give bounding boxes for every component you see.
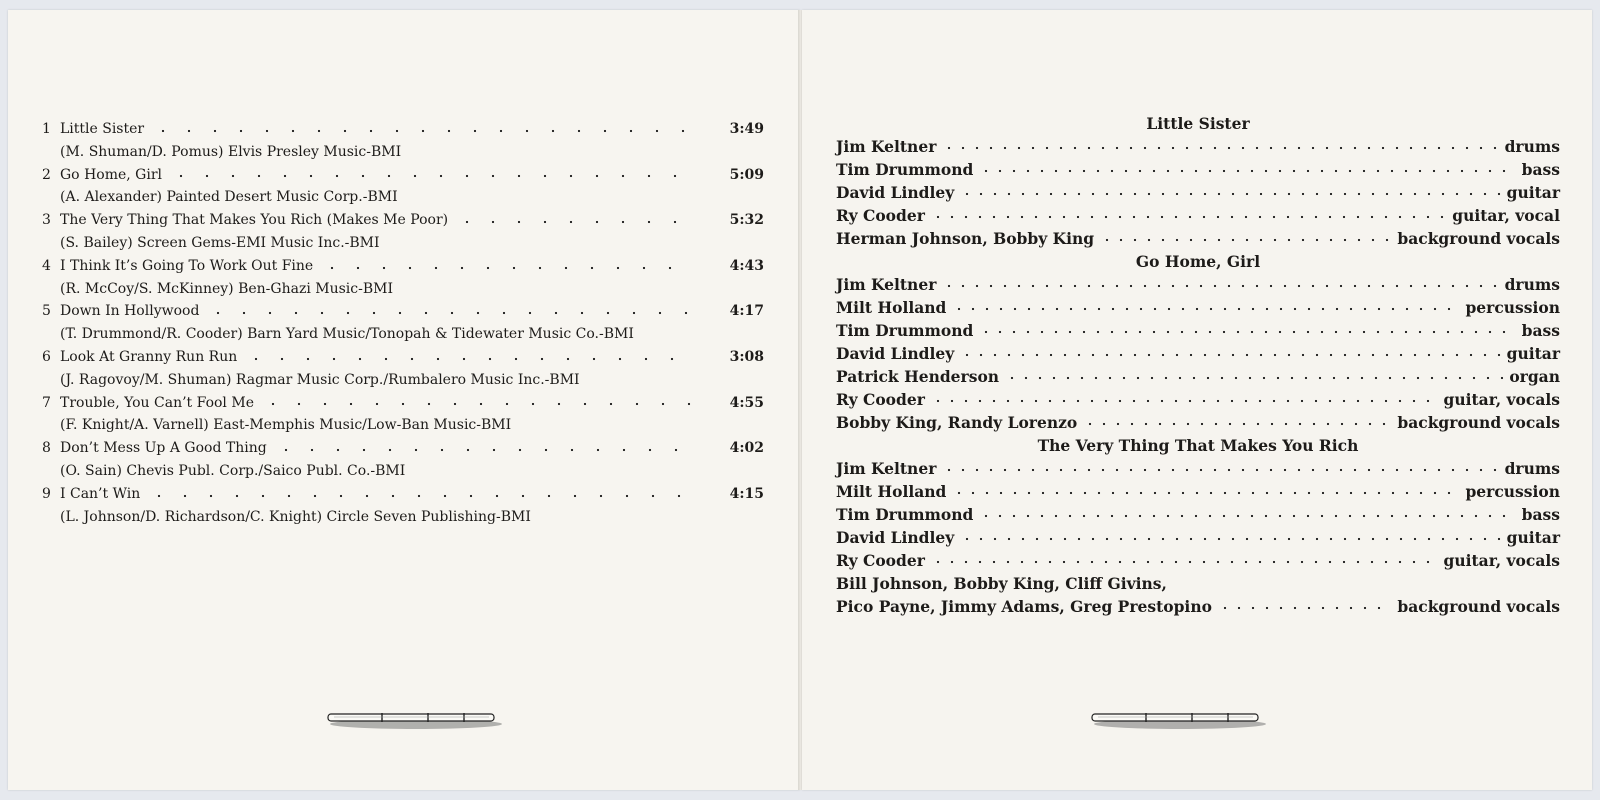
track-duration: 4:15 <box>729 485 764 502</box>
instrument-role: percussion <box>1465 482 1560 501</box>
dot-leader <box>150 125 692 137</box>
songwriter-credit: (F. Knight/A. Varnell) East-Memphis Music/Low-Ban Music-BMI <box>60 417 512 434</box>
musician-name: Jim Keltner <box>836 459 937 478</box>
track-number: 8 <box>42 440 51 457</box>
musician-name: Ry Cooder <box>836 390 925 409</box>
musician-name: Jim Keltner <box>836 275 937 294</box>
dot-leader <box>931 212 1446 222</box>
track-line <box>42 437 692 460</box>
track-duration: 3:08 <box>729 348 764 365</box>
track-title: Go Home, Girl <box>60 166 162 183</box>
track-number: 1 <box>42 121 51 137</box>
musician-name: Patrick Henderson <box>836 367 1000 386</box>
personnel-row <box>836 319 1560 342</box>
dot-leader <box>931 557 1438 567</box>
musician-name: Bobby King, Randy Lorenzo <box>836 413 1078 432</box>
track-item <box>42 164 764 210</box>
dot-leader <box>979 327 1515 337</box>
dot-leader <box>942 143 1498 153</box>
dot-leader <box>146 490 692 502</box>
track-line <box>42 483 692 506</box>
musician-name: Bill Johnson, Bobby King, Cliff Givins, <box>836 574 1167 593</box>
track-line <box>42 255 692 278</box>
personnel-row <box>836 526 1560 549</box>
instrument-role: bass <box>1521 505 1560 524</box>
left-page <box>8 10 800 790</box>
track-item <box>42 300 764 346</box>
musician-name: Tim Drummond <box>836 321 974 340</box>
track-title: I Think It’s Going To Work Out Fine <box>60 257 314 274</box>
songwriter-credit: (L. Johnson/D. Richardson/C. Knight) Circle Seven Publishing-BMI <box>60 508 531 525</box>
track-duration: 4:02 <box>729 440 764 457</box>
dot-leader <box>952 488 1459 498</box>
dot-leader <box>942 465 1498 475</box>
dot-leader <box>260 398 692 410</box>
dot-leader <box>273 444 692 456</box>
personnel-row <box>836 158 1560 181</box>
personnel-row <box>836 411 1560 434</box>
instrument-role: guitar <box>1506 344 1560 363</box>
personnel-row <box>836 342 1560 365</box>
track-duration: 4:55 <box>729 394 764 411</box>
track-line <box>42 346 692 369</box>
track-title: Down In Hollywood <box>60 303 200 320</box>
musician-name: Pico Payne, Jimmy Adams, Greg Prestopino <box>836 597 1212 616</box>
personnel-row <box>836 204 1560 227</box>
personnel-row <box>836 365 1560 388</box>
track-number: 2 <box>42 166 51 183</box>
personnel-row <box>836 572 1560 595</box>
track-item <box>42 255 764 301</box>
musician-name: Tim Drummond <box>836 160 974 179</box>
bamboo-ornament <box>1088 708 1268 732</box>
dot-leader <box>243 353 692 365</box>
dot-leader <box>1083 419 1391 429</box>
bamboo-ornament <box>324 708 504 732</box>
track-list <box>42 118 764 528</box>
track-item <box>42 483 764 529</box>
songwriter-credit: (A. Alexander) Painted Desert Music Corp.-BMI <box>60 189 398 206</box>
dot-leader <box>960 350 1500 360</box>
personnel-row <box>836 549 1560 572</box>
track-item <box>42 209 764 255</box>
instrument-role: organ <box>1509 367 1560 386</box>
instrument-role: guitar, vocals <box>1443 390 1560 409</box>
right-page <box>802 10 1592 790</box>
personnel-row <box>836 227 1560 250</box>
track-duration: 4:17 <box>729 303 764 320</box>
dot-leader <box>1218 603 1391 613</box>
songwriter-credit: (T. Drummond/R. Cooder) Barn Yard Music/Tonopah & Tidewater Music Co.-BMI <box>60 326 634 343</box>
personnel-row <box>836 273 1560 296</box>
dot-leader <box>979 511 1515 521</box>
track-number: 4 <box>42 257 51 274</box>
instrument-role: guitar, vocal <box>1452 206 1560 225</box>
track-title: Trouble, You Can’t Fool Me <box>60 394 254 411</box>
track-number: 5 <box>42 303 51 320</box>
track-item <box>42 346 764 392</box>
dot-leader <box>319 262 692 274</box>
track-duration: 3:49 <box>729 121 764 137</box>
track-duration: 5:09 <box>729 166 764 183</box>
songwriter-credit: (J. Ragovoy/M. Shuman) Ragmar Music Corp./Rumbalero Music Inc.-BMI <box>60 371 580 388</box>
personnel-row <box>836 181 1560 204</box>
track-line <box>42 118 692 141</box>
musician-name: Jim Keltner <box>836 137 937 156</box>
track-duration: 5:32 <box>729 212 764 229</box>
track-number: 7 <box>42 394 51 411</box>
musician-name: Ry Cooder <box>836 206 925 225</box>
personnel-row <box>836 457 1560 480</box>
track-item <box>42 437 764 483</box>
songwriter-credit: (S. Bailey) Screen Gems-EMI Music Inc.-BMI <box>60 234 380 251</box>
track-line <box>42 209 692 232</box>
track-number: 6 <box>42 348 51 365</box>
instrument-role: guitar, vocals <box>1443 551 1560 570</box>
instrument-role: background vocals <box>1397 413 1560 432</box>
musician-name: Milt Holland <box>836 482 947 501</box>
dot-leader <box>952 304 1459 314</box>
track-title: Look At Granny Run Run <box>60 348 238 365</box>
dot-leader <box>205 307 692 319</box>
songwriter-credit: (M. Shuman/D. Pomus) Elvis Presley Music-BMI <box>60 143 402 160</box>
instrument-role: background vocals <box>1397 597 1560 616</box>
instrument-role: guitar <box>1506 183 1560 202</box>
dot-leader <box>454 216 692 228</box>
track-number: 3 <box>42 212 51 229</box>
track-item <box>42 392 764 438</box>
track-line <box>42 300 692 323</box>
songwriter-credit: (R. McCoy/S. McKinney) Ben-Ghazi Music-BMI <box>60 280 393 297</box>
musician-name: Herman Johnson, Bobby King <box>836 229 1095 248</box>
track-title: Don’t Mess Up A Good Thing <box>60 440 267 457</box>
dot-leader <box>168 170 692 182</box>
track-line <box>42 164 692 187</box>
track-title: I Can’t Win <box>60 485 141 502</box>
song-heading: Go Home, Girl <box>1135 252 1261 271</box>
musician-name: David Lindley <box>836 344 955 363</box>
instrument-role: drums <box>1504 459 1560 478</box>
dot-leader <box>942 281 1498 291</box>
musician-name: Ry Cooder <box>836 551 925 570</box>
personnel-row <box>836 296 1560 319</box>
musician-name: Tim Drummond <box>836 505 974 524</box>
track-line <box>42 392 692 415</box>
instrument-role: percussion <box>1465 298 1560 317</box>
instrument-role: drums <box>1504 275 1560 294</box>
song-heading: Little Sister <box>1146 114 1250 133</box>
track-item <box>42 118 764 164</box>
instrument-role: background vocals <box>1397 229 1560 248</box>
dot-leader <box>1005 373 1503 383</box>
personnel-row <box>836 388 1560 411</box>
instrument-role: drums <box>1504 137 1560 156</box>
personnel-row <box>836 135 1560 158</box>
track-title: Little Sister <box>60 121 145 137</box>
track-number: 9 <box>42 485 51 502</box>
musician-name: Milt Holland <box>836 298 947 317</box>
personnel-row <box>836 480 1560 503</box>
dot-leader <box>979 166 1515 176</box>
personnel-row <box>836 595 1560 618</box>
instrument-role: bass <box>1521 160 1560 179</box>
dot-leader <box>1100 235 1391 245</box>
personnel-row <box>836 503 1560 526</box>
musician-name: David Lindley <box>836 528 955 547</box>
instrument-role: guitar <box>1506 528 1560 547</box>
instrument-role: bass <box>1521 321 1560 340</box>
song-heading: The Very Thing That Makes You Rich <box>1037 436 1359 455</box>
personnel-credits <box>836 112 1560 618</box>
track-duration: 4:43 <box>729 257 764 274</box>
track-title: The Very Thing That Makes You Rich (Makes Me Poor) <box>60 212 449 229</box>
dot-leader <box>960 534 1500 544</box>
dot-leader <box>960 189 1500 199</box>
songwriter-credit: (O. Sain) Chevis Publ. Corp./Saico Publ. Co.-BMI <box>60 462 406 479</box>
dot-leader <box>931 396 1438 406</box>
musician-name: David Lindley <box>836 183 955 202</box>
